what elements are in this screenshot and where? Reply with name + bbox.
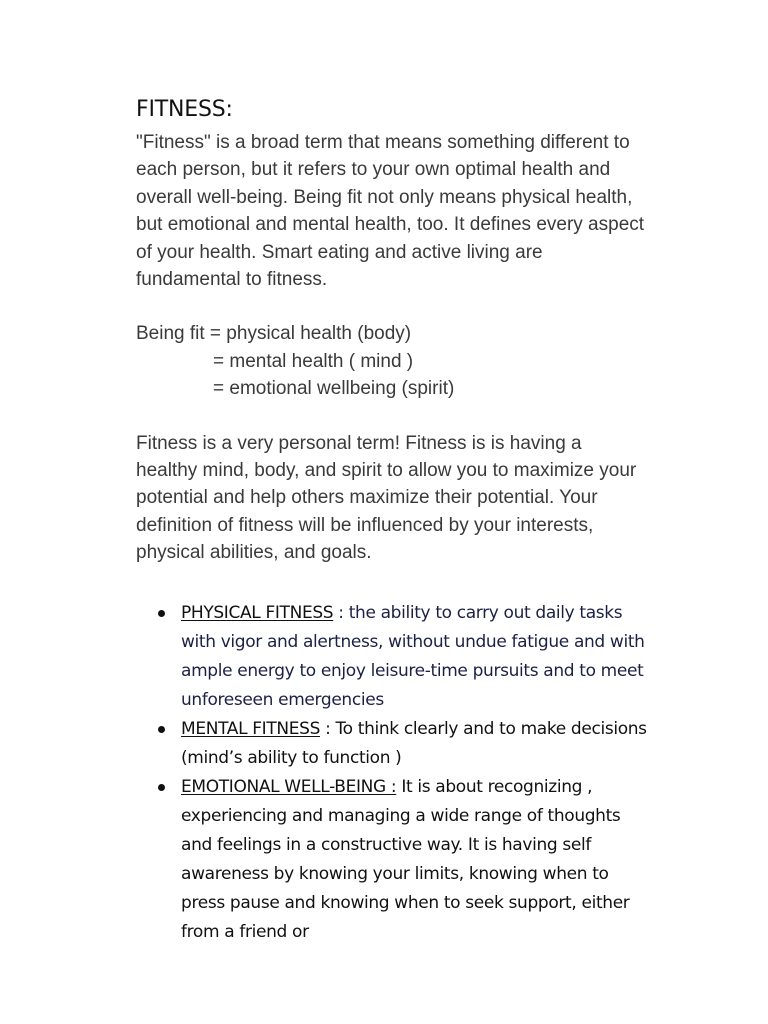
term-physical-fitness: PHYSICAL FITNESS [181, 602, 334, 623]
list-item-mental-fitness [136, 715, 656, 773]
being-fit-line-mental: = mental health ( mind ) [213, 350, 414, 372]
list-item-emotional-well-being [136, 773, 656, 947]
intro-paragraph: "Fitness" is a broad term that means something different to each person, but it refers to your own optimal health and overall well-being. Being fit not only means physical health, but emotional and mental health, too. It defines every aspect of your health. Smart eating and active living are fundamental to fitness. [136, 132, 645, 291]
bullet-icon [158, 726, 165, 733]
bullet-icon [158, 784, 165, 791]
being-fit-line-physical: Being fit = physical health (body) [136, 323, 412, 345]
personal-term-paragraph: Fitness is a very personal term! Fitness is is having a healthy mind, body, and spirit to allow you to maximize your potential and help others maximize their potential. Your definition of fitness will be influenced by your interests, physical abilities, and goals. [136, 432, 637, 564]
being-fit-equation [136, 320, 686, 402]
term-emotional-well-being: EMOTIONAL WELL-BEING : [181, 776, 397, 797]
definition-emotional-well-being: It is about recognizing , experiencing and managing a wide range of thoughts and feelings in a constructive way. It is having self awareness by knowing your limits, knowing when to press pause and knowing when to seek support, either from a friend or [181, 776, 630, 942]
list-item-physical-fitness [136, 599, 656, 715]
fitness-types-list [136, 599, 656, 947]
definition-physical-fitness: : the ability to carry out daily tasks with vigor and alertness, without undue fatigue and with ample energy to enjoy leisure-time pursuits and to meet unforeseen emergencies [181, 602, 645, 710]
page-title: FITNESS: [136, 97, 233, 122]
bullet-icon [158, 610, 165, 617]
term-mental-fitness: MENTAL FITNESS [181, 718, 321, 739]
definition-mental-fitness: : To think clearly and to make decisions (mind’s ability to function ) [181, 718, 647, 768]
document-body [136, 95, 686, 947]
being-fit-line-emotional: = emotional wellbeing (spirit) [213, 378, 455, 400]
